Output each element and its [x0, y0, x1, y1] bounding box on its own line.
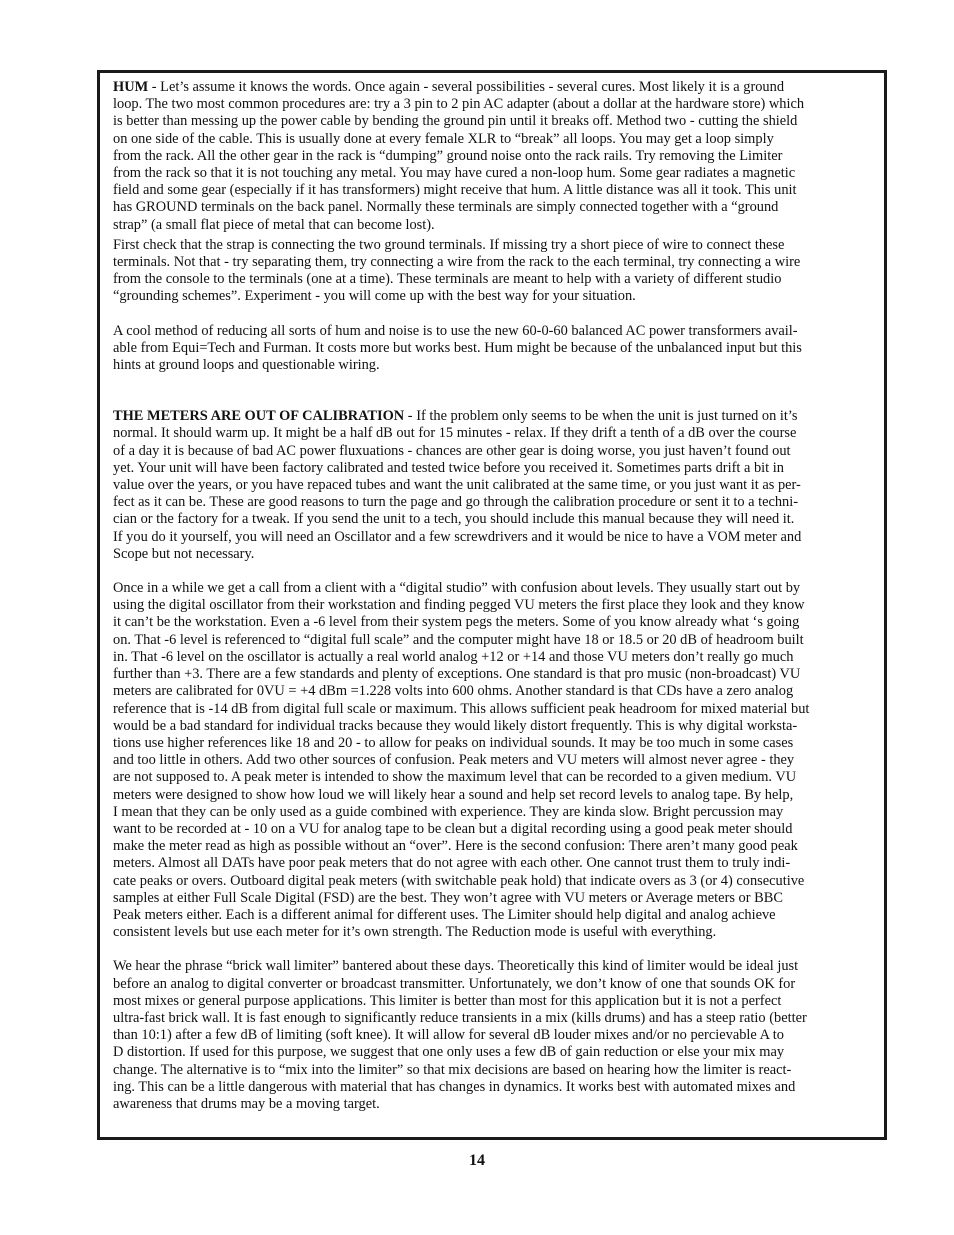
- page-frame: [97, 70, 887, 1140]
- meters-line-2: of a day it is because of bad AC power fluxuations - chances are other gear is doing worse, you just haven’t found out: [113, 442, 791, 459]
- digital-line-3: on. That -6 level is referenced to “digital full scale” and the computer might have 18 or 18.5 or 20 dB of headroom built: [113, 631, 804, 648]
- meters-line-1: normal. It should warm up. It might be a half dB out for 15 minutes - relax. If they drift a tenth of a dB over the course: [113, 425, 797, 442]
- hum-line-7: has GROUND terminals on the back panel. Normally these terminals are simply connected together with a “ground: [113, 199, 779, 216]
- brickwall-line-7: ing. This can be a little dangerous with material that has changes in dynamics. It works best with automated mixes and: [113, 1078, 796, 1095]
- digital-line-11: are not supposed to. A peak meter is intended to show the maximum level that can be recorded to a given medium. VU: [113, 769, 797, 786]
- brickwall-line-3: ultra-fast brick wall. It is fast enough to significantly reduce transients in a mix (kills drums) and has a steep ratio (better: [113, 1009, 807, 1026]
- cool-method-line-2: hints at ground loops and questionable wiring.: [113, 357, 380, 374]
- digital-line-8: would be a bad standard for individual tracks because they would likely distort frequently. This is why digital worksta-: [113, 717, 798, 734]
- brickwall-paragraph: [113, 958, 883, 1113]
- strap-line-1: terminals. Not that - try separating them, try connecting a wire from the rack to the each terminal, try connecting a wire: [113, 254, 801, 271]
- page-content: [113, 79, 883, 1113]
- hum-line-0: - Let’s assume it knows the words. Once again - several possibilities - several cures. Most likely it is a ground: [148, 79, 785, 95]
- meters-line-0: - If the problem only seems to be when the unit is just turned on it’s: [404, 408, 798, 425]
- hum-line-2: is better than messing up the power cable by bending the ground pin until it breaks off. Method two - cutting the shield: [113, 113, 798, 130]
- digital-line-7: reference that is -14 dB from digital full scale or maximum. This allows sufficient peak headroom for mixed material but: [113, 700, 810, 717]
- hum-line-8: strap” (a small flat piece of metal that can become lost).: [113, 216, 435, 233]
- digital-line-6: meters are calibrated for 0VU = +4 dBm =1.228 volts into 600 ohms. Another standard is that CDs have a zero analog: [113, 683, 794, 700]
- strap-paragraph: [113, 237, 883, 306]
- hum-line-4: from the rack. All the other gear in the rack is “dumping” ground noise onto the rack rails. Try removing the Limiter: [113, 147, 783, 164]
- brickwall-line-4: than 10:1) after a few dB of limiting (soft knee). It will allow for several dB louder mixes and/or no percievable A to: [113, 1027, 784, 1044]
- hum-line-3: on one side of the cable. This is usually done at every female XLR to “break” all loops. You may get a loop simply: [113, 130, 774, 147]
- brickwall-line-2: most mixes or general purpose applications. This limiter is better than most for this application but it is not a perfect: [113, 992, 782, 1009]
- digital-line-17: cate peaks or overs. Outboard digital peak meters (with switchable peak hold) that indicate overs as 3 (or 4) consecutive: [113, 872, 805, 889]
- meters-line-4: value over the years, or you have repaced tubes and want the unit calibrated at the same time, or you just want it as per-: [113, 477, 801, 494]
- digital-line-12: meters were designed to show how loud we will likely hear a sound and help set record levels to analog tape. By help,: [113, 786, 794, 803]
- meters-line-3: yet. Your unit will have been factory calibrated and tested twice before you received it. Sometimes parts drift a bit in: [113, 459, 784, 476]
- brickwall-line-1: before an analog to digital converter or broadcast transmitter. Unfortunately, we don’t know of one that sounds OK for: [113, 975, 796, 992]
- hum-heading: HUM: [113, 79, 149, 95]
- digital-line-19: Peak meters either. Each is a different animal for different uses. The Limiter should help digital and analog achieve: [113, 906, 776, 923]
- hum-line-1: loop. The two most common procedures are: try a 3 pin to 2 pin AC adapter (about a dollar at the hardware store) which: [113, 96, 805, 113]
- digital-line-20: consistent levels but use each meter for it’s own strength. The Reduction mode is useful with everything.: [113, 924, 717, 941]
- meters-line-7: If you do it yourself, you will need an Oscillator and a few screwdrivers and it would be nice to have a VOM meter and: [113, 528, 802, 545]
- digital-line-0: Once in a while we get a call from a client with a “digital studio” with confusion about levels. They usually start out by: [113, 580, 801, 597]
- digital-line-10: and too little in others. Add two other sources of confusion. Peak meters and VU meters will almost never agree - they: [113, 752, 795, 769]
- meters-paragraph: [113, 408, 883, 563]
- digital-line-9: tions use higher references like 18 and 20 - to allow for peaks on individual sounds. It may be too much in some cases: [113, 734, 794, 751]
- digital-line-15: make the meter read as high as possible without an “over”. Here is the second confusion: There aren’t many good peak: [113, 838, 798, 855]
- digital-line-4: in. That -6 level on the oscillator is actually a real world analog +12 or +14 and those VU meters don’t really go much: [113, 648, 794, 665]
- strap-line-2: from the console to the terminals (one at a time). These terminals are meant to help with a variety of different studio: [113, 271, 782, 288]
- cool-method-line-0: A cool method of reducing all sorts of hum and noise is to use the new 60-0-60 balanced AC power transformers avail-: [113, 322, 798, 339]
- hum-line-5: from the rack so that it is not touching any metal. You may have cured a non-loop hum. Some gear radiates a magnetic: [113, 165, 796, 182]
- digital-line-18: samples at either Full Scale Digital (FSD) are the best. They won’t agree with VU meters or Average meters or BBC: [113, 889, 783, 906]
- digital-paragraph: [113, 580, 883, 941]
- digital-line-16: meters. Almost all DATs have poor peak meters that do not agree with each other. One cannot trust them to truly indi-: [113, 855, 791, 872]
- digital-line-2: it can’t be the workstation. Even a -6 level from their system pegs the meters. Some of you know already what ‘s going: [113, 614, 800, 631]
- meters-line-6: cian or the factory for a tweak. If you send the unit to a tech, you should include this manual because they will need it.: [113, 511, 795, 528]
- digital-line-5: further than +3. There are a few standards and plenty of exceptions. One standard is that pro music (non-broadcast) VU: [113, 666, 801, 683]
- meters-line-8: Scope but not necessary.: [113, 545, 255, 562]
- digital-line-14: want to be recorded at - 10 on a VU for analog tape to be clean but a digital recording using a good peak meter should: [113, 820, 793, 837]
- brickwall-line-8: awareness that drums may be a moving target.: [113, 1095, 380, 1112]
- cool-method-line-1: able from Equi=Tech and Furman. It costs more but works best. Hum might be because of the unbalanced input but this: [113, 339, 802, 356]
- hum-paragraph: [113, 79, 883, 234]
- digital-line-13: I mean that they can be only used as a guide combined with experience. They are kinda slow. Bright percussion may: [113, 803, 784, 820]
- strap-line-0: First check that the strap is connecting the two ground terminals. If missing try a short piece of wire to connect these: [113, 236, 785, 253]
- strap-line-3: “grounding schemes”. Experiment - you will come up with the best way for your situation.: [113, 288, 636, 305]
- meters-line-5: fect as it can be. These are good reasons to turn the page and go through the calibration procedure or sent it to a techni-: [113, 494, 799, 511]
- hum-line-6: field and some gear (especially if it has transformers) might receive that hum. A little distance was all it took. This unit: [113, 182, 797, 199]
- digital-line-1: using the digital oscillator from their workstation and finding pegged VU meters the first place they look and they know: [113, 597, 805, 614]
- brickwall-line-6: change. The alternative is to “mix into the limiter” so that mix decisions are based on hearing how the limiter is react-: [113, 1061, 792, 1078]
- page-number: 14: [469, 1152, 485, 1169]
- brickwall-line-0: We hear the phrase “brick wall limiter” bantered about these days. Theoretically this kind of limiter would be ideal just: [113, 958, 799, 975]
- brickwall-line-5: D distortion. If used for this purpose, we suggest that one only uses a few dB of gain reduction or else your mix may: [113, 1044, 785, 1061]
- cool-method-paragraph: [113, 323, 883, 375]
- meters-heading: THE METERS ARE OUT OF CALIBRATION: [113, 408, 405, 425]
